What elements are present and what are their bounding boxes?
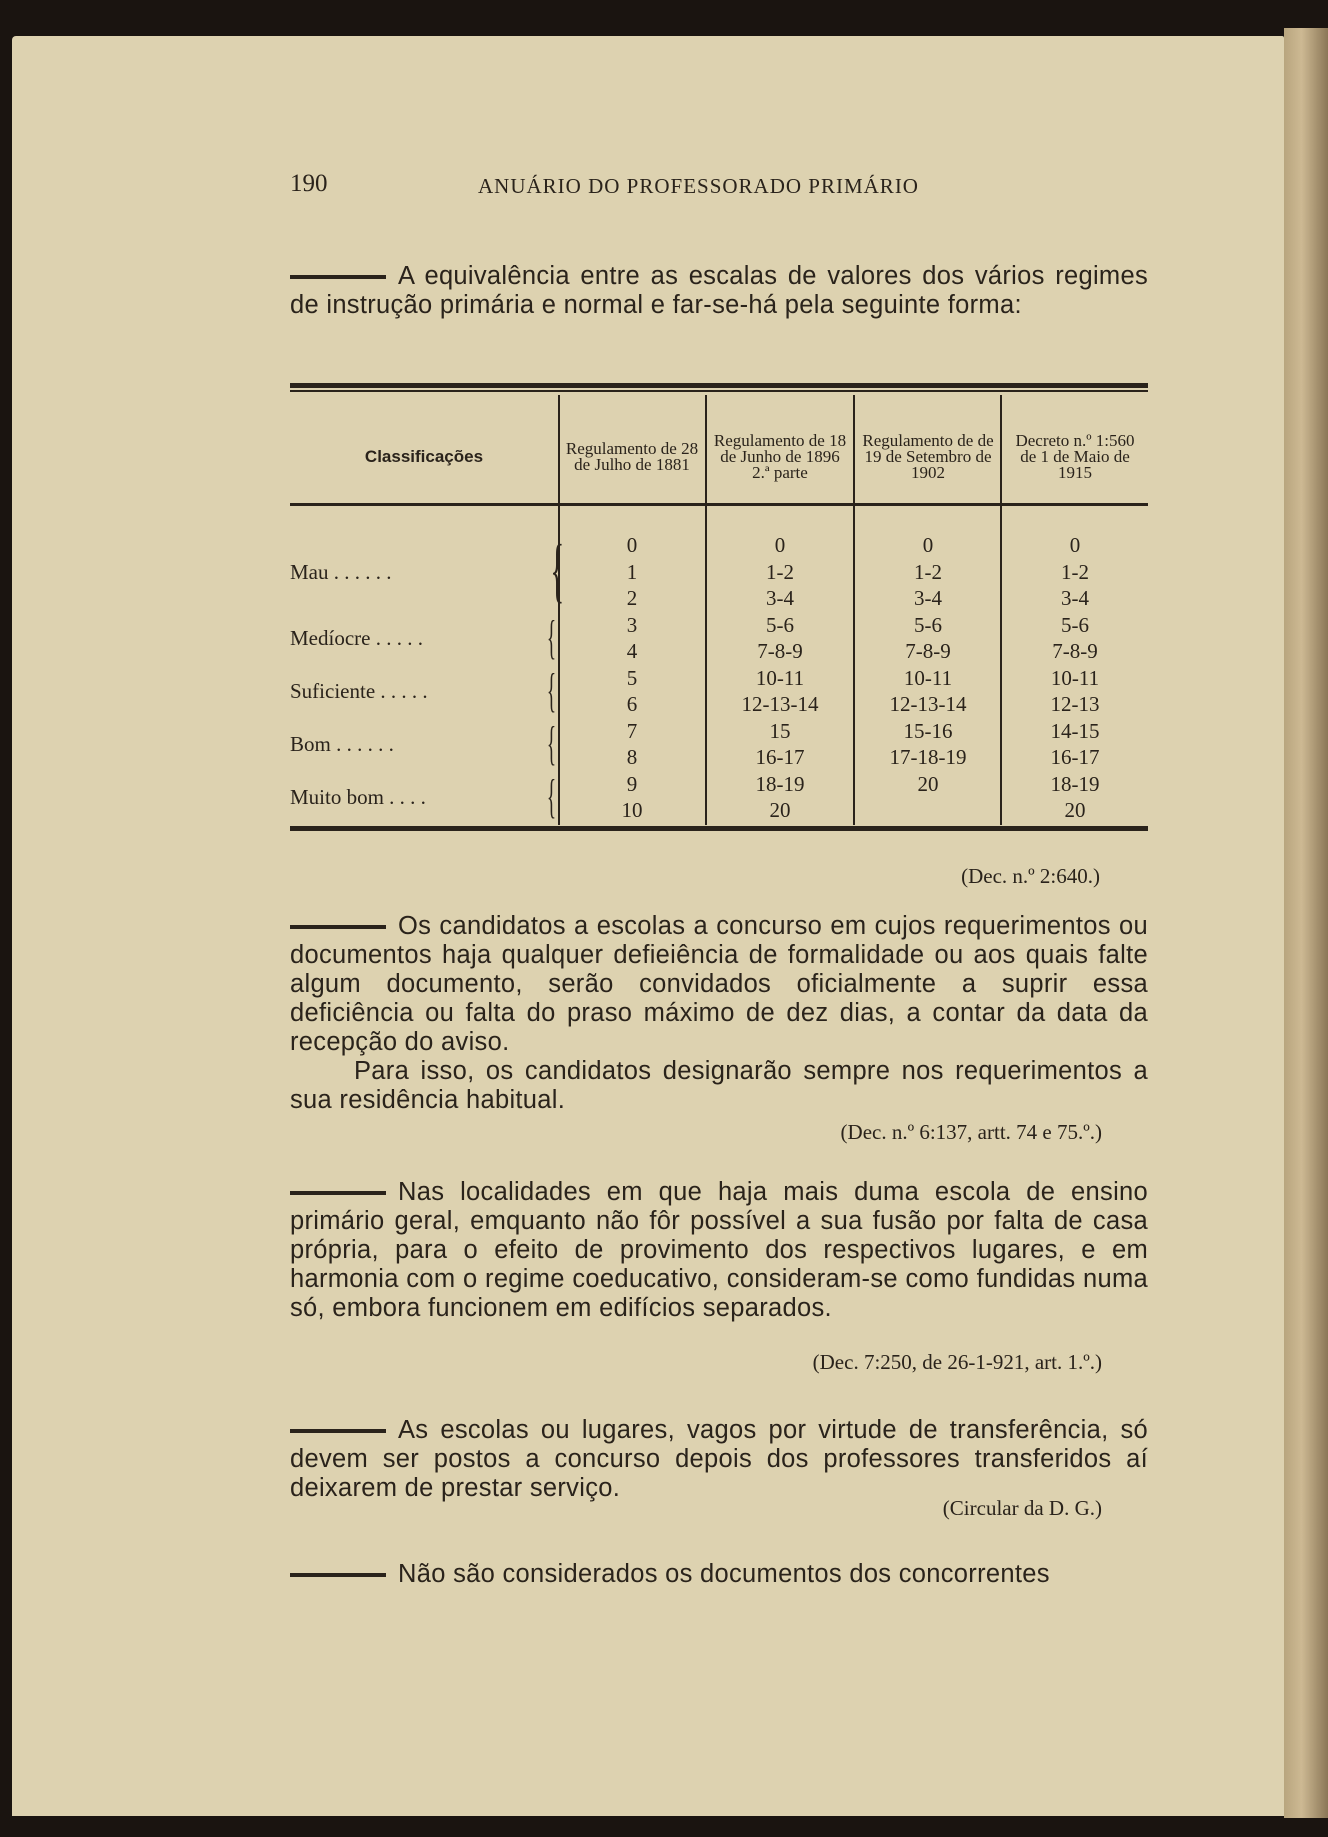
table-cell: 12-13 xyxy=(1050,692,1100,716)
table-cell: 16-17 xyxy=(1050,745,1100,769)
table-cell: 2 xyxy=(626,586,638,610)
page-number: 190 xyxy=(290,170,328,197)
table-cell: 1-2 xyxy=(766,559,794,584)
header-classificacoes: Classificações xyxy=(364,447,484,466)
column-divider xyxy=(1000,395,1002,825)
table-top-rule xyxy=(290,383,1148,388)
table-cell: 14-15 xyxy=(1050,718,1100,743)
table-top-rule-thin xyxy=(290,390,1148,392)
paragraph-localidades xyxy=(290,1178,1148,1323)
paragraph-text: Para isso, os candidatos designarão sempre nos requerimentos a sua residência habitual. xyxy=(290,1057,1148,1114)
table-cell: 7-8-9 xyxy=(905,639,951,663)
table-cell: 7 xyxy=(626,718,638,743)
table-cell: 7-8-9 xyxy=(757,639,803,663)
intro-text: A equivalência entre as escalas de valores dos vários regimes de instrução primária e normal e far-se-há pela seguinte forma: xyxy=(290,262,1148,319)
header-1896: Regulamento de 18 de Junho de 1896 2.ª parte xyxy=(713,431,847,482)
table-cell: 5 xyxy=(626,665,638,690)
dash-mark xyxy=(290,1573,386,1577)
header-1902: Regulamento de de 19 de Setembro de 1902 xyxy=(862,431,994,482)
table-cell: 0 xyxy=(626,533,638,557)
table-cell: 0 xyxy=(922,533,934,557)
dash-mark xyxy=(290,925,386,929)
table-cell: 10-11 xyxy=(755,665,805,690)
table-cell: 20 xyxy=(769,798,791,822)
table-cell: 5-6 xyxy=(1061,612,1089,637)
table-cell: 3-4 xyxy=(914,586,942,610)
table-cell: 20 xyxy=(1064,798,1086,822)
table-cell: 15 xyxy=(769,718,791,743)
column-divider xyxy=(853,395,855,825)
paragraph-escolas xyxy=(290,1416,1148,1503)
table-cell: 8 xyxy=(626,745,638,769)
classification-label: Mau . . . . . . xyxy=(290,559,392,584)
table-cell: 12-13-14 xyxy=(741,692,819,716)
paragraph-text: Nas localidades em que haja mais duma escola de ensino primário geral, emquanto não fôr possível a sua fusão por falta de casa própria, para o efeito de provimento dos respectivos lugares, e em harmonia com o regime coeducativo, consideram-se como fundidas numa só, embora funcionem em edifícios separados. xyxy=(290,1178,1148,1322)
classification-label: Muito bom . . . . xyxy=(290,785,426,809)
brace-icon: { xyxy=(546,610,557,664)
intro-paragraph xyxy=(290,262,1148,320)
brace-icon: { xyxy=(546,716,557,770)
header-1915: Decreto n.º 1:560 de 1 de Maio de 1915 xyxy=(1015,431,1135,482)
table-cell: 18-19 xyxy=(755,771,805,796)
table-cell: 12-13-14 xyxy=(889,692,967,716)
table-cell: 1-2 xyxy=(1061,559,1089,584)
table-cell: 9 xyxy=(626,771,638,796)
paragraph-documentos xyxy=(290,1560,1148,1589)
table-cell: 20 xyxy=(917,771,939,796)
table-cell: 10-11 xyxy=(903,665,953,690)
table-cell: 16-17 xyxy=(755,745,805,769)
table-cell: 3-4 xyxy=(766,586,794,610)
citation: (Dec. n.º 6:137, artt. 74 e 75.º.) xyxy=(840,1120,1102,1144)
column-divider xyxy=(705,395,707,825)
table-cell: 3 xyxy=(626,612,638,637)
table-cell: 1 xyxy=(626,559,638,584)
table-cell: 10 xyxy=(621,798,643,822)
table-cell: 0 xyxy=(1069,533,1081,557)
citation: (Circular da D. G.) xyxy=(942,1496,1102,1520)
table-cell: 1-2 xyxy=(914,559,942,584)
citation: (Dec. n.º 2:640.) xyxy=(961,864,1100,888)
table-cell: 18-19 xyxy=(1050,771,1100,796)
classification-label: Medíocre . . . . . xyxy=(290,626,423,650)
table-cell: 6 xyxy=(626,692,638,716)
running-title: ANUÁRIO DO PROFESSORADO PRIMÁRIO xyxy=(478,174,919,198)
table-cell: 5-6 xyxy=(766,612,794,637)
equivalence-table xyxy=(290,383,1148,833)
header-1881: Regulamento de 28 de Julho de 1881 xyxy=(565,439,699,474)
paragraph-text: Os candidatos a escolas a concurso em cujos requerimentos ou documentos haja qualquer defieiência de formalidade ou aos quais falte algum documento, serão convidados oficialmente a suprir essa deficiência ou falta do praso máximo de dez dias, a contar da data da recepção do aviso. xyxy=(290,912,1148,1056)
brace-icon: { xyxy=(546,663,557,717)
table-bottom-rule xyxy=(290,826,1148,831)
table-cell: 7-8-9 xyxy=(1052,639,1098,663)
citation: (Dec. 7:250, de 26-1-921, art. 1.º.) xyxy=(812,1350,1102,1374)
dash-mark xyxy=(290,1429,386,1433)
brace-icon: { xyxy=(546,769,557,823)
table-cell: 3-4 xyxy=(1061,586,1089,610)
paragraph-text: Não são considerados os documentos dos concorrentes xyxy=(398,1560,1050,1588)
classification-label: Suficiente . . . . . xyxy=(290,679,428,703)
table-cell: 17-18-19 xyxy=(889,745,967,769)
paragraph-text: As escolas ou lugares, vagos por virtude de transferência, só devem ser postos a concurso depois dos professores transferidos aí deixarem de prestar serviço. xyxy=(290,1416,1148,1502)
dash-mark xyxy=(290,1191,386,1195)
table-cell: 5-6 xyxy=(914,612,942,637)
table-cell: 4 xyxy=(626,639,638,663)
table-cell: 10-11 xyxy=(1050,665,1100,690)
table-cell: 0 xyxy=(774,533,786,557)
brace-icon: { xyxy=(550,530,565,610)
dash-mark xyxy=(290,275,386,279)
classification-label: Bom . . . . . . xyxy=(290,732,394,756)
paragraph-candidatos xyxy=(290,912,1148,1115)
table-cell: 15-16 xyxy=(903,718,953,743)
next-page-edge xyxy=(1284,28,1328,1818)
